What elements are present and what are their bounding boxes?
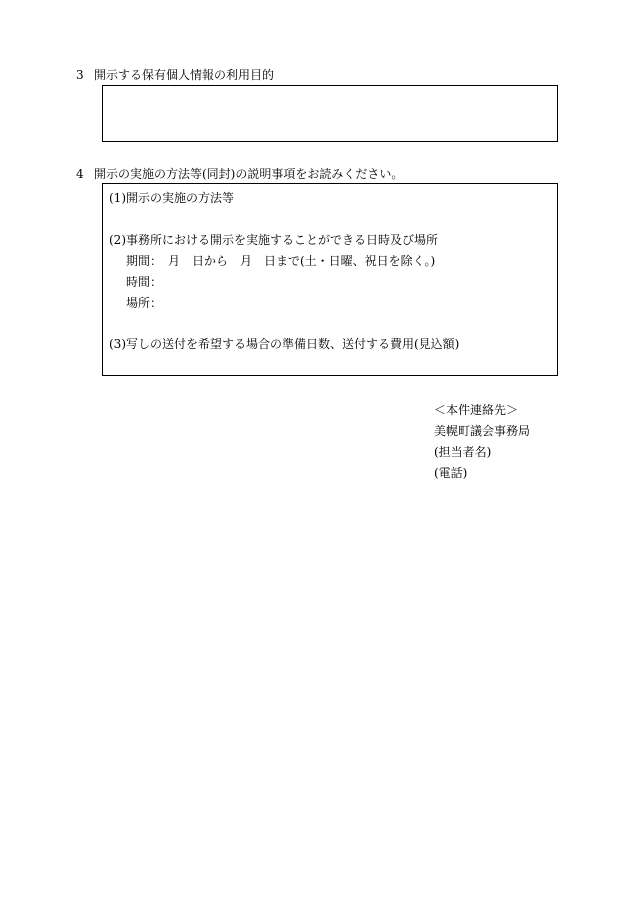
section-3-heading — [76, 68, 274, 82]
place-line: 場所： — [126, 296, 163, 310]
contact-office: 美幌町議会事務局 — [434, 424, 531, 438]
item-1-method: (1)開示の実施の方法等 — [109, 191, 234, 205]
item-3-shipping: (3)写しの送付を希望する場合の準備日数、送付する費用(見込額) — [109, 337, 460, 351]
contact-title: ＜本件連絡先＞ — [434, 403, 519, 417]
time-line: 時間： — [126, 275, 163, 289]
section-3-number: 3 — [76, 68, 84, 82]
section-4-number: 4 — [76, 167, 84, 181]
section-3-title: 開示する保有個人情報の利用目的 — [94, 68, 275, 82]
contact-person: (担当者名) — [434, 445, 492, 459]
period-line: 期間： 月 日から 月 日まで(土・日曜、祝日を除く。) — [126, 254, 436, 268]
item-2-datetime-place: (2)事務所における開示を実施することができる日時及び場所 — [109, 233, 439, 247]
section-4-title: 開示の実施の方法等(同封)の説明事項をお読みください。 — [94, 167, 404, 181]
contact-phone: (電話) — [434, 466, 468, 480]
section-4-details-box — [102, 183, 558, 376]
section-3-answer-box — [102, 85, 558, 142]
section-4-heading — [76, 167, 403, 181]
